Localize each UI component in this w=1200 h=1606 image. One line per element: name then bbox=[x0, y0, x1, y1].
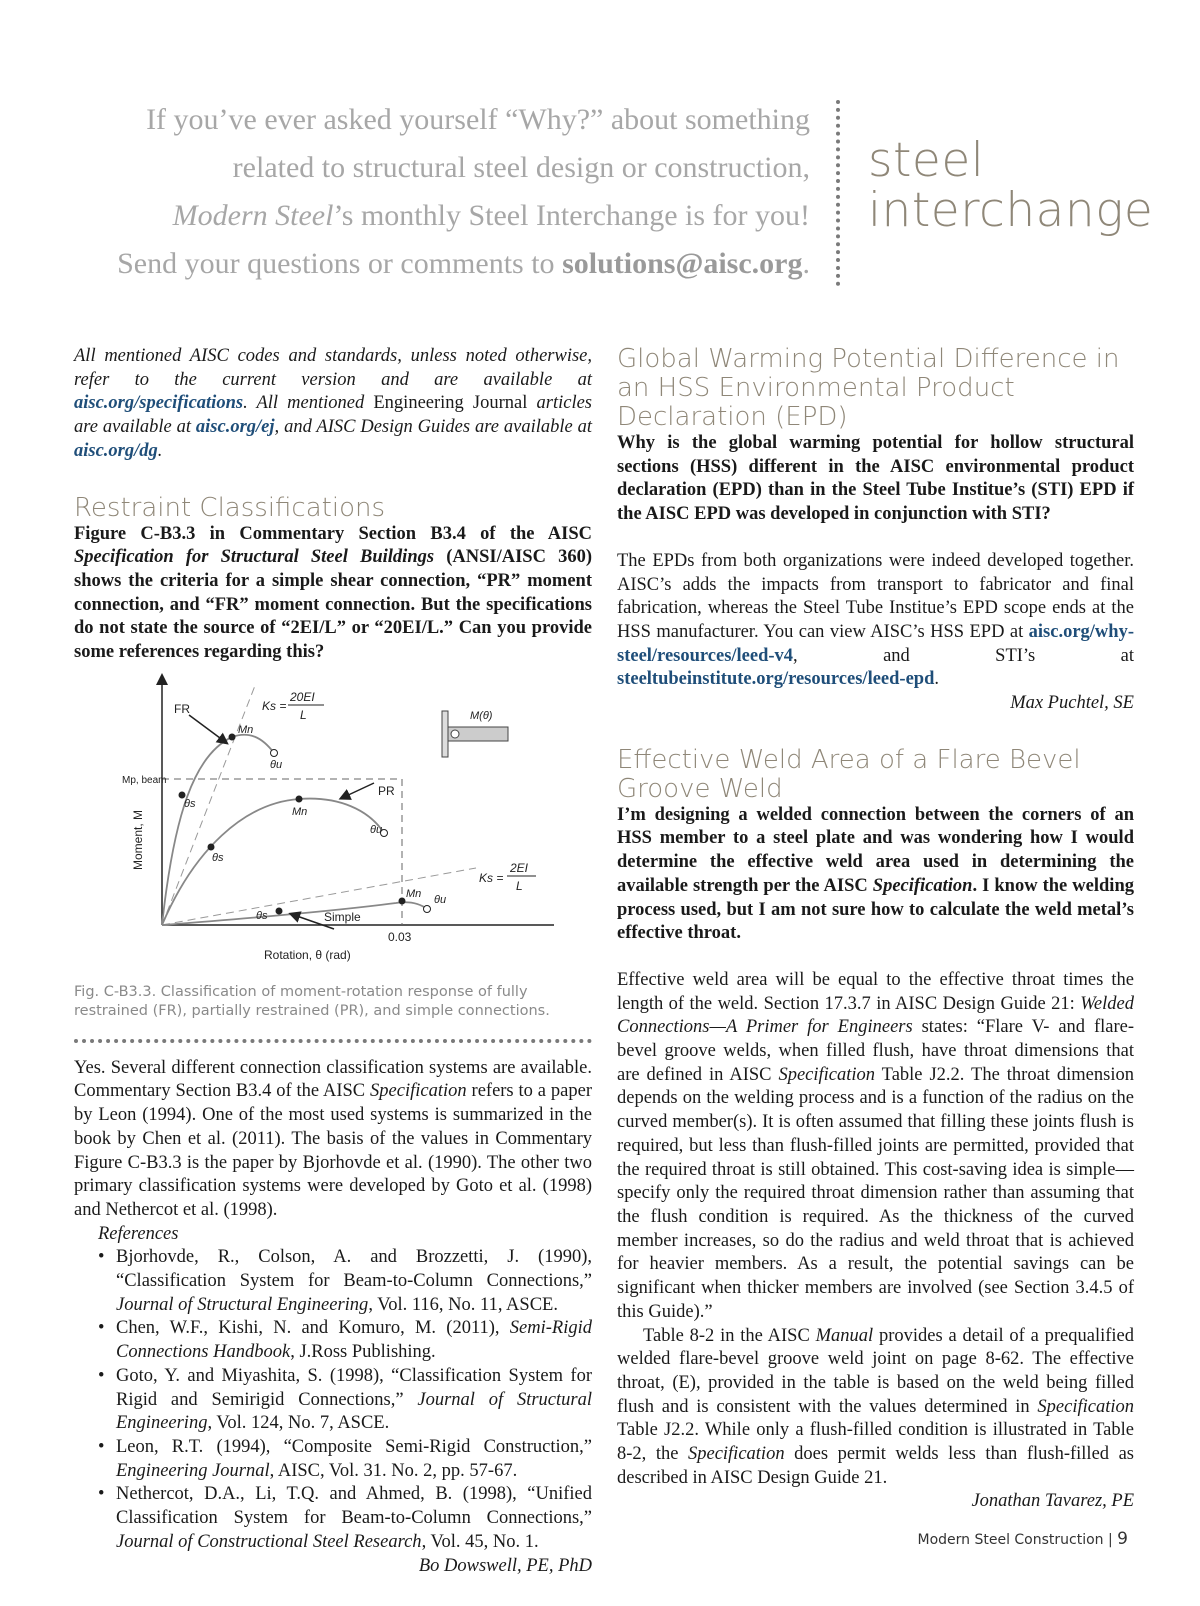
thetas-point-pr bbox=[208, 843, 215, 850]
sti-epd-link[interactable]: steeltubeinstitute.org/resources/leed-epd bbox=[617, 669, 935, 690]
email-link[interactable]: solutions@aisc.org bbox=[562, 247, 803, 280]
mn-point-fr bbox=[229, 733, 236, 740]
weld-p1-guide-title: Welded Connections—A Primer for Engineers bbox=[617, 993, 1134, 1038]
label-ks-bottom: Ks = bbox=[479, 870, 504, 885]
reference-item bbox=[98, 1365, 592, 1436]
gwp-heading: Global Warming Potential Difference in an HSS Environmental Product Declaration (EPD) bbox=[617, 344, 1120, 432]
footer-magazine: Modern Steel Construction | bbox=[917, 1532, 1118, 1548]
weld-question-1: I’m designing a welded connection between the corners of an HSS member to a steel plate and was wondering how I would determine the effective weld area used in determining the available strength per the AISC bbox=[617, 804, 1134, 896]
label-mn-fr: Mn bbox=[238, 723, 254, 736]
dg-link[interactable]: aisc.org/dg bbox=[74, 440, 158, 461]
label-thetas-simple: θs bbox=[256, 909, 268, 922]
x-axis-label: Rotation, θ (rad) bbox=[264, 947, 351, 962]
specifications-link[interactable]: aisc.org/specifications bbox=[74, 393, 244, 414]
label-m-theta: M(θ) bbox=[470, 709, 493, 722]
reference-item bbox=[98, 1436, 592, 1483]
label-20ei: 20EI bbox=[290, 689, 315, 704]
weld-p2-text-d: does permit welds less than flush-filled as described in AISC Design Guide 21. bbox=[617, 1444, 1134, 1488]
note-text-2: . All mentioned bbox=[243, 393, 374, 414]
weld-question bbox=[617, 804, 1134, 946]
ej-link[interactable]: aisc.org/ej bbox=[195, 417, 275, 438]
restraint-question-1: Figure C-B3.3 in Commentary Section B3.4 of the AISC bbox=[74, 523, 592, 544]
label-003: 0.03 bbox=[388, 929, 412, 944]
right-column bbox=[617, 345, 1134, 1514]
intro-line-2: related to structural steel design or construction, bbox=[232, 151, 810, 184]
restraint-heading: Restraint Classifications bbox=[74, 492, 385, 523]
intro-line-4 bbox=[80, 240, 810, 288]
intro-line-1: If you’ve ever asked yourself “Why?” about something bbox=[146, 103, 810, 136]
weld-answer-2 bbox=[617, 1325, 1134, 1491]
reference-item bbox=[98, 1483, 592, 1554]
weld-p1-text-c: Table J2.2. The throat dimension depends on the welding process and is a function of the radius on the curved member(s). It is often assumed that filling these joints flush is required, but less than flush-filled joints are permitted, provided that the required throat is still obtained. This cost-saving idea is simple—specify only the required throat dimension rather than assuming that the flush condition is required. As the thickness of the curved member increases, so do the radius and weld throat that is achieved for heavier members. As a result, the potential savings can be significant when thicker members are involved (see Section 3.4.5 of this Guide).” bbox=[617, 1064, 1134, 1322]
thetau-point-fr bbox=[271, 749, 278, 756]
restraint-question bbox=[74, 523, 592, 665]
weld-p2-manual: Manual bbox=[815, 1325, 874, 1346]
note-text-5: , and AISC Design Guides are available at bbox=[274, 417, 592, 438]
thetau-point-simple bbox=[424, 905, 431, 912]
weld-p2-text-b: provides a detail of a prequalified welded flare-bevel groove weld joint on page 8-62. The effective throat, (E), provided in the table is based on the weld being filled flush and is consistent with the values determined in bbox=[617, 1325, 1134, 1417]
mn-point-simple bbox=[399, 897, 406, 904]
gwp-signature: Max Puchtel, SE bbox=[1010, 693, 1134, 714]
moment-rotation-figure bbox=[122, 675, 604, 975]
label-mn-simple: Mn bbox=[406, 887, 422, 900]
reference-journal: Journal of Structural Engineering bbox=[116, 1294, 369, 1315]
weld-question-spec: Specification bbox=[872, 875, 973, 896]
label-pr: PR bbox=[378, 783, 395, 798]
restraint-question-2: (ANSI/AISC 360) shows the criteria for a simple shear connection, “PR” moment connection, and “FR” moment connection. But the specifications do not state the source of “2EI/L” or “20EI/L.” Can you provide some references regarding this? bbox=[74, 547, 592, 663]
aisc-epd-link[interactable]: aisc.org/why-steel/resources/leed-v4 bbox=[617, 621, 1134, 666]
intro-line-4-text: Send your questions or comments to bbox=[117, 247, 563, 280]
weld-question-2: . I know the welding process used, but I am not sure how to calculate the weld metal’s effective throat. bbox=[617, 875, 1134, 944]
label-thetau-fr: θu bbox=[270, 758, 283, 771]
reference-text: Nethercot, D.A., Li, T.Q. and Ahmed, B. (1998), “Unified Classification System for Beam-to-Column Connections,” bbox=[116, 1484, 592, 1529]
pr-curve bbox=[162, 798, 384, 924]
restraint-answer-spec: Specification bbox=[370, 1081, 467, 1102]
intro-line-3 bbox=[80, 192, 810, 240]
gwp-answer-3: . bbox=[934, 669, 939, 690]
restraint-signature: Bo Dowswell, PE, PhD bbox=[418, 1555, 592, 1576]
reference-journal: Journal of Constructional Steel Research bbox=[116, 1531, 422, 1552]
restraint-answer-1: Yes. Several different connection classification systems are available. Commentary Section B3.4 of the AISC bbox=[74, 1057, 592, 1102]
reference-text: Chen, W.F., Kishi, N. and Komuro, M. (2011), bbox=[116, 1318, 510, 1339]
reference-details: , Vol. 45, No. 1. bbox=[421, 1531, 539, 1552]
brand-line-1: steel bbox=[868, 133, 985, 188]
weld-p1-text-b: states: “Flare V- and flare-bevel groove welds, when filled flush, have throat dimensions that are defined in AISC bbox=[617, 1017, 1134, 1085]
reference-text: Leon, R.T. (1994), “Composite Semi-Rigid Construction,” bbox=[116, 1436, 592, 1457]
restraint-answer bbox=[74, 1057, 592, 1223]
standards-note bbox=[74, 345, 592, 464]
references-list bbox=[74, 1246, 592, 1554]
moment-rotation-diagram bbox=[122, 675, 604, 975]
figure-caption: Fig. C-B3.3. Classification of moment-rotation response of fully restrained (FR), partially restrained (PR), and simple connections. bbox=[74, 983, 550, 1019]
label-l-bottom: L bbox=[516, 878, 523, 893]
reference-details: , AISC, Vol. 31. No. 2, pp. 57-67. bbox=[269, 1460, 518, 1481]
ks-20ei-line bbox=[162, 683, 256, 925]
weld-p2-spec-2: Specification bbox=[687, 1444, 785, 1465]
header-divider bbox=[836, 100, 840, 286]
thetas-point-simple bbox=[276, 907, 283, 914]
intro-period: . bbox=[802, 247, 810, 280]
fr-curve bbox=[162, 734, 274, 924]
label-2ei: 2EI bbox=[510, 860, 529, 875]
weld-p1-spec: Specification bbox=[778, 1064, 876, 1085]
pr-arrow bbox=[344, 783, 374, 797]
section-brand bbox=[868, 133, 1154, 238]
gwp-answer-1: The EPDs from both organizations were indeed developed together. AISC’s adds the impacts from transport to fabricator and final fabrication, whereas the Steel Tube Institue’s EPD scope ends at the HSS manufacturer. You can view AISC’s HSS EPD at bbox=[617, 550, 1134, 642]
note-text-1: All mentioned AISC codes and standards, unless noted otherwise, refer to the current version and are available at bbox=[74, 346, 592, 390]
page-number: 9 bbox=[1117, 1529, 1128, 1549]
label-l-top: L bbox=[300, 707, 307, 722]
section-divider bbox=[74, 1039, 592, 1043]
label-thetau-simple: θu bbox=[434, 893, 447, 906]
brand-line-2: interchange bbox=[868, 183, 1154, 238]
intro-blurb bbox=[80, 96, 810, 288]
gwp-answer-2: , and STI’s at bbox=[793, 645, 1134, 666]
simple-curve bbox=[162, 902, 427, 925]
label-thetas-fr: θs bbox=[184, 797, 196, 810]
reference-journal: Journal of Structural Engineering bbox=[116, 1389, 592, 1434]
magazine-name: Modern Steel bbox=[172, 199, 334, 232]
reference-details: , J.Ross Publishing. bbox=[290, 1342, 436, 1363]
reference-journal: Semi-Rigid Connections Handbook bbox=[116, 1318, 592, 1363]
label-mn-pr: Mn bbox=[292, 805, 308, 818]
weld-p1-text-a: Effective weld area will be equal to the effective throat times the length of the weld. Section 17.3.7 in AISC Design Guide 21: bbox=[617, 969, 1134, 1014]
reference-item bbox=[98, 1317, 592, 1364]
reference-details: , Vol. 116, No. 11, ASCE. bbox=[368, 1294, 558, 1315]
mn-point-pr bbox=[296, 795, 303, 802]
label-thetas-pr: θs bbox=[212, 851, 224, 864]
reference-text: Goto, Y. and Miyashita, S. (1998), “Classification System for Rigid and Semirigid Connections,” bbox=[116, 1365, 592, 1410]
gwp-answer bbox=[617, 550, 1134, 692]
weld-answer-1 bbox=[617, 969, 1134, 1325]
reference-journal: Engineering Journal bbox=[116, 1460, 270, 1481]
reference-item bbox=[98, 1246, 592, 1317]
note-text-4: articles are available at bbox=[74, 393, 592, 438]
reference-text: Bjorhovde, R., Colson, A. and Brozzetti, J. (1990), “Classification System for Beam-to-Column Connections,” bbox=[116, 1247, 592, 1292]
weld-signature: Jonathan Tavarez, PE bbox=[971, 1491, 1134, 1512]
intro-line-3-rest: ’s monthly Steel Interchange is for you! bbox=[333, 199, 810, 232]
label-simple: Simple bbox=[324, 909, 361, 924]
weld-p2-spec: Specification bbox=[1037, 1396, 1134, 1417]
y-axis-label: Moment, M bbox=[131, 809, 145, 870]
left-column bbox=[74, 345, 592, 1578]
note-text-6: . bbox=[157, 440, 163, 461]
restraint-answer-2: refers to a paper by Leon (1994). One of the most used systems is summarized in the book by Chen et al. (2011). The basis of the values in Commentary Figure C-B3.3 is the paper by Bjorhovde et al. (1990). The other two primary classification systems were developed by Goto et al. (1998) and Nethercot et al. (1998). bbox=[74, 1081, 592, 1220]
label-thetau-pr: θu bbox=[370, 823, 383, 836]
weld-p2-text-a: Table 8-2 in the AISC bbox=[643, 1325, 816, 1346]
label-fr: FR bbox=[174, 701, 190, 716]
page-footer bbox=[917, 1529, 1128, 1549]
ks-2ei-line bbox=[162, 868, 476, 925]
label-ks-top: Ks = bbox=[262, 698, 287, 713]
label-mp-beam: Mp, beam bbox=[122, 774, 167, 786]
reference-details: , Vol. 124, No. 7, ASCE. bbox=[207, 1413, 390, 1434]
fr-arrow bbox=[189, 715, 224, 741]
note-text-3: Engineering Journal bbox=[373, 393, 528, 414]
references-title: References bbox=[98, 1223, 179, 1244]
weld-heading: Effective Weld Area of a Flare Bevel Groove Weld bbox=[617, 744, 1081, 804]
restraint-question-spec: Specification for Structural Steel Buildings bbox=[74, 547, 435, 568]
weld-p2-text-c: Table J2.2. While only a flush-filled condition is illustrated in Table 8-2, the bbox=[617, 1420, 1134, 1465]
gwp-question: Why is the global warming potential for hollow structural sections (HSS) different in the AISC environmental product declaration (EPD) than in the Steel Tube Institue’s (STI) EPD if the AISC EPD was developed in conjunction with STI? bbox=[617, 433, 1134, 525]
